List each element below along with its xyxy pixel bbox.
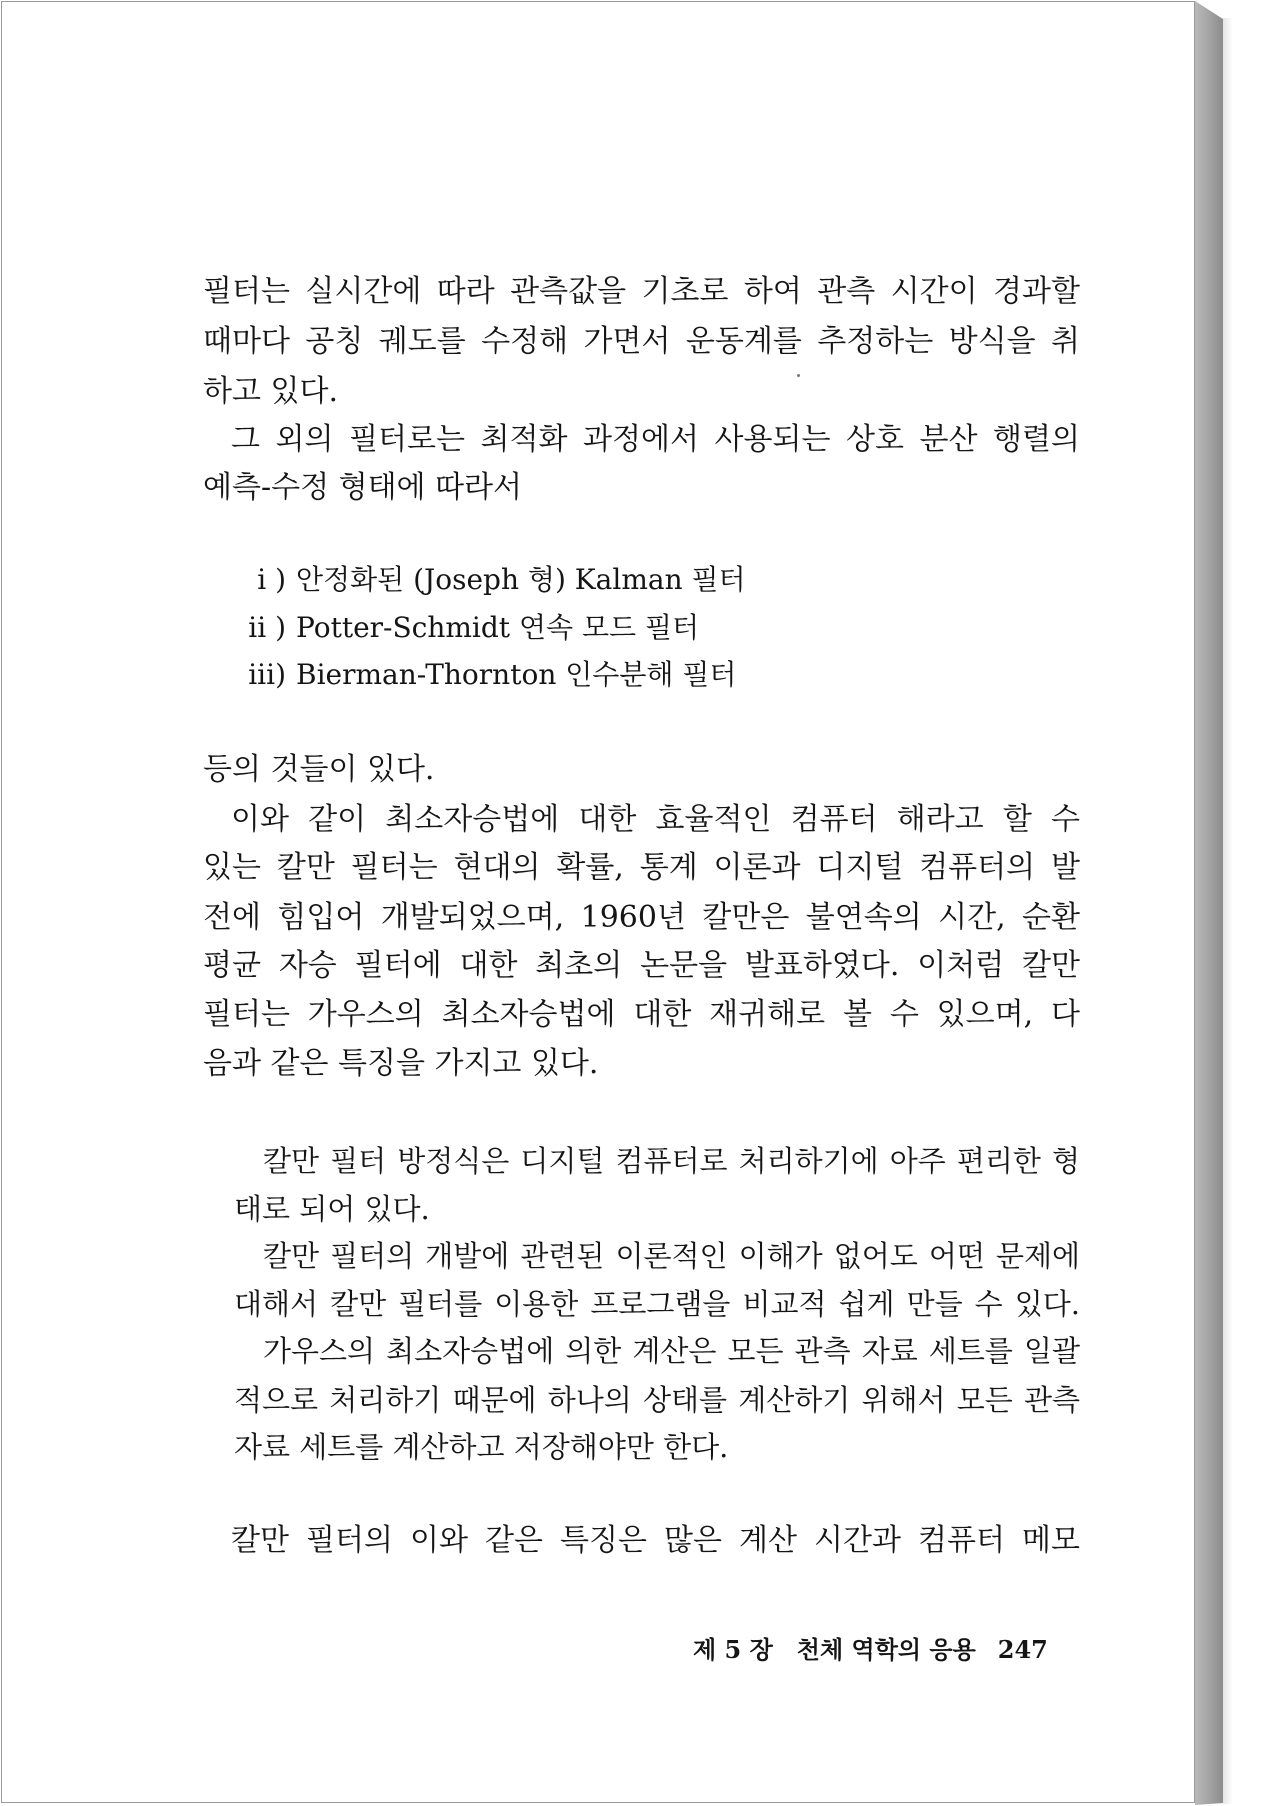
- paragraph-4-line-5: 필터는 가우스의 최소자승법에 대한 재귀해로 볼 수 있으며, 다: [203, 997, 1080, 1032]
- paragraph-4-line-1: 이와 같이 최소자승법에 대한 효율적인 컴퓨터 해라고 할 수: [231, 802, 1080, 837]
- feature-2-line-2: 대해서 칼만 필터를 이용한 프로그램을 비교적 쉽게 만들 수 있다.: [234, 1287, 1080, 1321]
- page-number: 247: [997, 1635, 1048, 1664]
- footer-title: 천체 역학의 응용: [796, 1635, 976, 1664]
- paragraph-4-line-4: 평균 자승 필터에 대한 최초의 논문을 발표하였다. 이처럼 칼만: [203, 948, 1080, 983]
- footer-chapter: 제 5 장: [693, 1635, 773, 1664]
- list-item: [236, 560, 746, 600]
- paragraph-4-line-3: 전에 힘입어 개발되었으며, 1960년 칼만은 불연속의 시간, 순환: [203, 900, 1080, 935]
- list-text: Bierman-Thornton 인수분해 필터: [296, 658, 737, 691]
- list-text: 안정화된 (Joseph 형) Kalman 필터: [296, 563, 746, 596]
- paragraph-4-line-6: 음과 같은 특징을 가지고 있다.: [203, 1046, 599, 1081]
- feature-1-line-1: 칼만 필터 방정식은 디지털 컴퓨터로 처리하기에 아주 편리한 형: [263, 1144, 1080, 1178]
- feature-3-line-2: 적으로 처리하기 때문에 하나의 상태를 계산하기 위해서 모든 관측: [234, 1383, 1080, 1417]
- paragraph-1-line-3: 하고 있다.: [203, 374, 338, 409]
- paragraph-3-line-1: 등의 것들이 있다.: [203, 752, 435, 787]
- feature-3-line-3: 자료 세트를 계산하고 저장해야만 한다.: [234, 1430, 729, 1464]
- page-shadow: [1223, 18, 1233, 1804]
- list-number: ii ): [248, 611, 286, 644]
- paragraph-1-line-1: 필터는 실시간에 따라 관측값을 기초로 하여 관측 시간이 경과할: [203, 274, 1080, 309]
- list-text: Potter-Schmidt 연속 모드 필터: [296, 611, 700, 644]
- paragraph-2-line-1: 그 외의 필터로는 최적화 과정에서 사용되는 상호 분산 행렬의: [231, 422, 1080, 457]
- feature-2-line-1: 칼만 필터의 개발에 관련된 이론적인 이해가 없어도 어떤 문제에: [263, 1239, 1080, 1273]
- feature-3-line-1: 가우스의 최소자승법에 의한 계산은 모든 관측 자료 세트를 일괄: [263, 1334, 1080, 1368]
- paragraph-2-line-2: 예측-수정 형태에 따라서: [203, 470, 523, 505]
- paragraph-1-line-2: 때마다 공칭 궤도를 수정해 가면서 운동계를 추정하는 방식을 취: [203, 324, 1080, 359]
- list-item: [236, 608, 699, 648]
- list-number: i ): [257, 563, 286, 596]
- page-footer: [693, 1632, 1048, 1668]
- paragraph-5-line-1: 칼만 필터의 이와 같은 특징은 많은 계산 시간과 컴퓨터 메모: [231, 1523, 1080, 1558]
- list-item: [236, 655, 736, 695]
- page-edge: [1195, 1, 1223, 1805]
- list-number: iii): [248, 658, 286, 691]
- feature-1-line-2: 태로 되어 있다.: [234, 1192, 430, 1226]
- paragraph-4-line-2: 있는 칼만 필터는 현대의 확률, 통계 이론과 디지털 컴퓨터의 발: [203, 850, 1080, 885]
